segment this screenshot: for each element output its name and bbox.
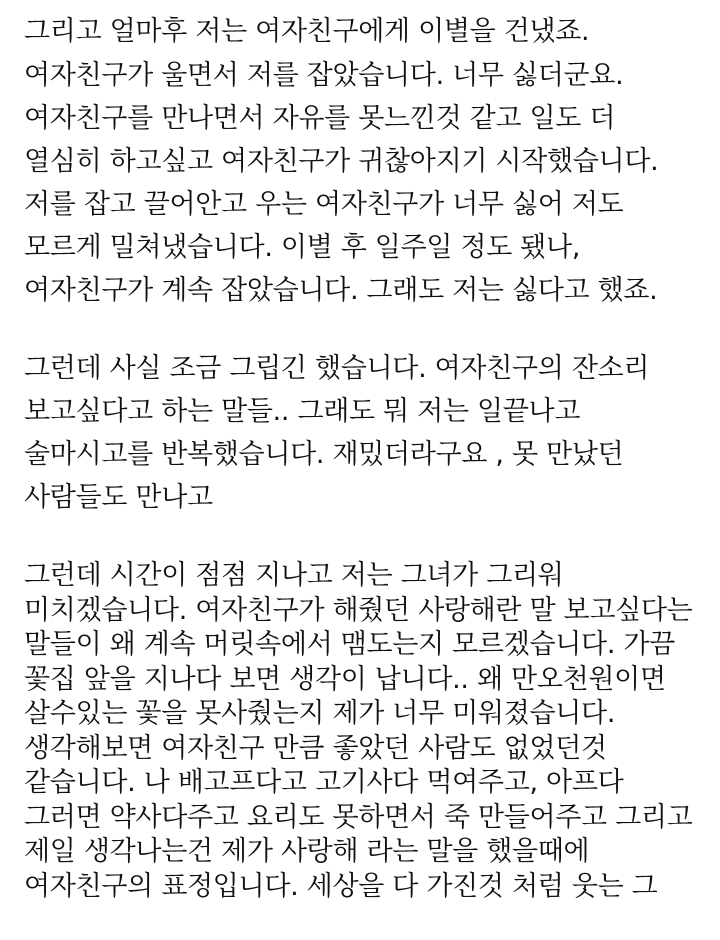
text-line: 그리고 얼마후 저는 여자친구에게 이별을 건냈죠. <box>24 16 590 47</box>
text-line: 미치겠습니다. 여자친구가 해줬던 사랑해란 말 보고싶다는 <box>24 595 693 626</box>
text-line: 생각해보면 여자친구 만큼 좋았던 사람도 없었던것 <box>24 733 607 764</box>
text-line: 그러면 약사다주고 요리도 못하면서 죽 만들어주고 그리고 <box>24 802 693 833</box>
text-line: 사람들도 만나고 <box>24 482 213 513</box>
text-line: 여자친구를 만나면서 자유를 못느낀것 같고 일도 더 <box>24 103 616 134</box>
text-line: 살수있는 꽃을 못사줬는지 제가 너무 미워졌습니다. <box>24 698 616 729</box>
text-line: 보고싶다고 하는 말들.. 그래도 뭐 저는 일끝나고 <box>24 396 581 427</box>
text-line: 여자친구의 표정입니다. 세상을 다 가진것 처럼 웃는 그 <box>24 871 658 902</box>
text-line: 같습니다. 나 배고프다고 고기사다 먹여주고, 아프다 <box>24 767 624 798</box>
text-line: 열심히 하고싶고 여자친구가 귀찮아지기 시작했습니다. <box>24 146 659 177</box>
text-line: 술마시고를 반복했습니다. 재밌더라구요 , 못 만났던 <box>24 439 624 470</box>
text-line: 제일 생각나는건 제가 사랑해 라는 말을 했을때에 <box>24 836 590 867</box>
text-line: 꽃집 앞을 지나다 보면 생각이 납니다.. 왜 만오천원이면 <box>24 664 666 695</box>
text-line: 저를 잡고 끌어안고 우는 여자친구가 너무 싫어 저도 <box>24 189 624 220</box>
text-line: 그런데 사실 조금 그립긴 했습니다. 여자친구의 잔소리 <box>24 353 650 384</box>
text-line: 말들이 왜 계속 머릿속에서 맴도는지 모르겠습니다. 가끔 <box>24 629 675 660</box>
text-line: 여자친구가 울면서 저를 잡았습니다. 너무 싫더군요. <box>24 60 624 91</box>
text-line: 모르게 밀쳐냈습니다. 이별 후 일주일 정도 됐나, <box>24 232 581 263</box>
text-line: 그런데 시간이 점점 지나고 저는 그녀가 그리워 <box>24 560 564 591</box>
text-line: 여자친구가 계속 잡았습니다. 그래도 저는 싫다고 했죠. <box>24 275 658 306</box>
